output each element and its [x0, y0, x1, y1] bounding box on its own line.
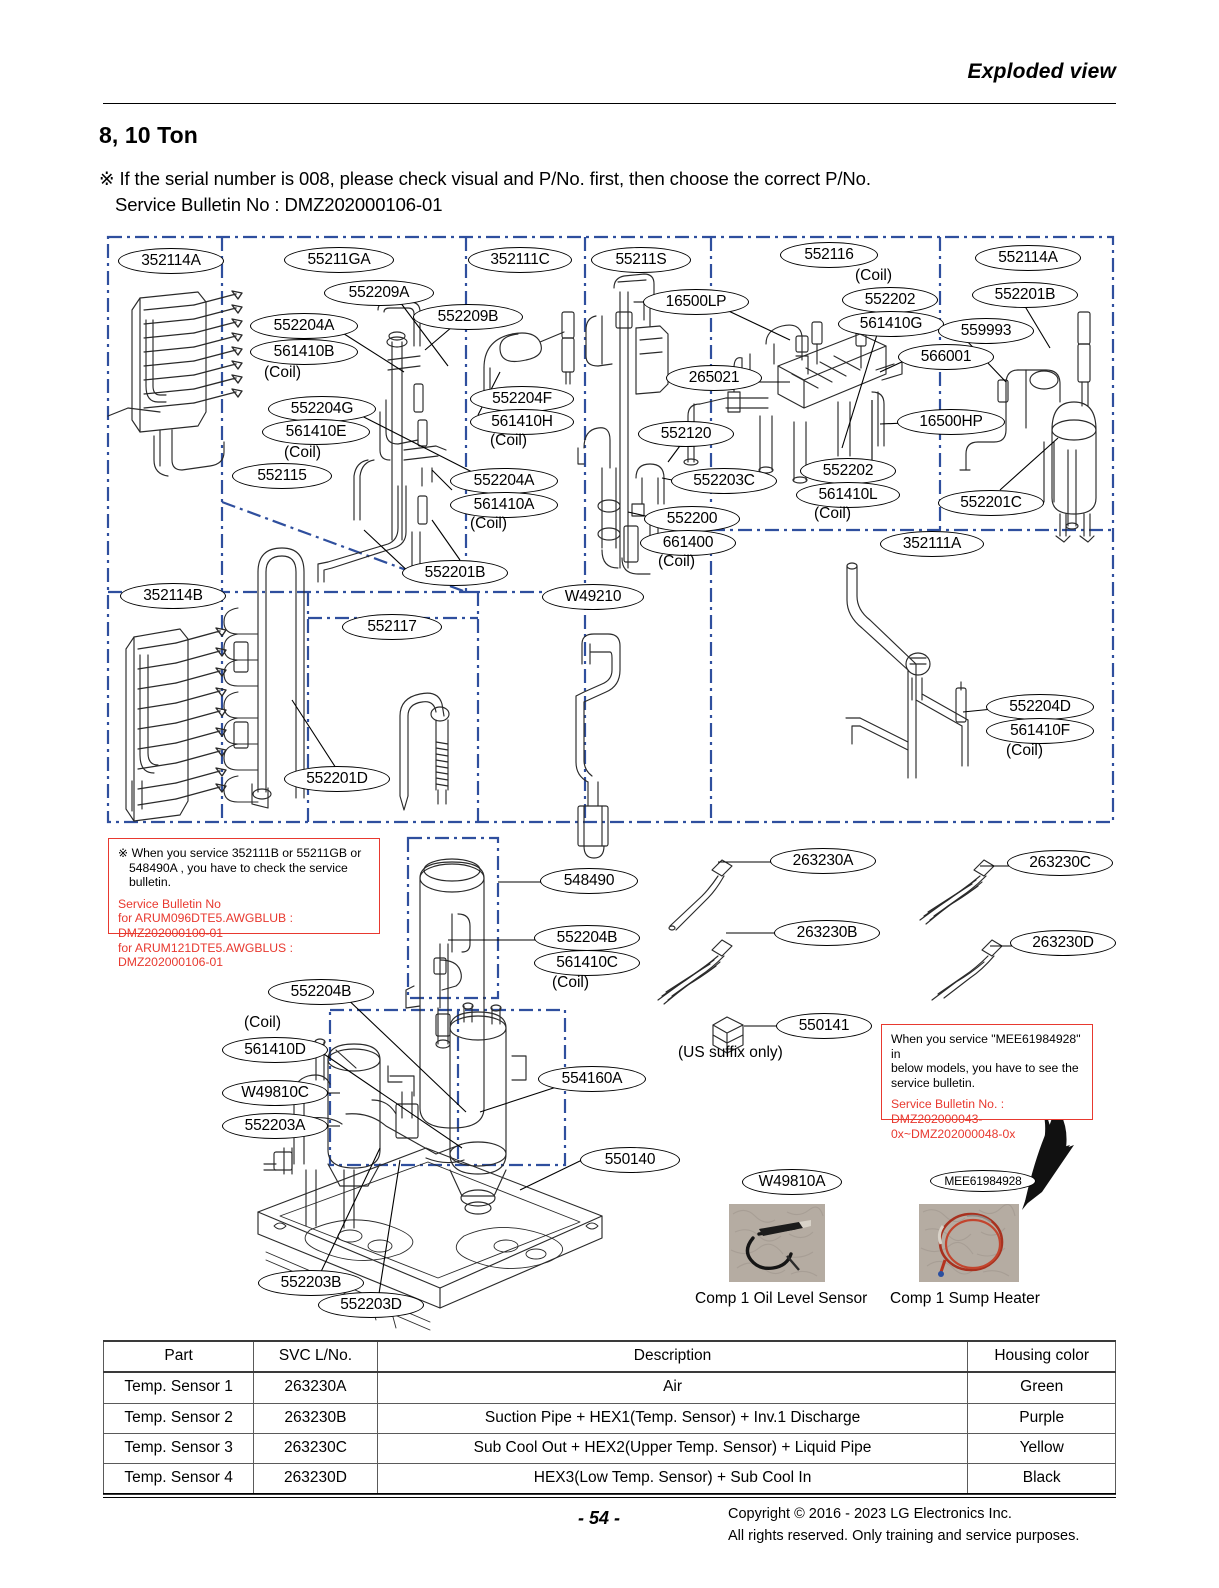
callout-552202-lower: 552202	[800, 458, 896, 484]
callout-566001: 566001	[898, 344, 994, 370]
table-row	[104, 1372, 1116, 1403]
callout-552114A: 552114A	[975, 245, 1081, 271]
callout-561410G: 561410G	[838, 311, 944, 337]
callout-552204G: 552204G	[268, 396, 376, 422]
callout-W49210: W49210	[542, 584, 644, 610]
table-header-part: Part	[104, 1341, 254, 1372]
cell-desc: Air	[377, 1372, 968, 1403]
callout-550140: 550140	[580, 1147, 680, 1173]
table-header-svc: SVC L/No.	[254, 1341, 377, 1372]
coil-label-661400: (Coil)	[658, 553, 696, 570]
parts-table	[103, 1340, 1116, 1495]
callout-352114A: 352114A	[118, 248, 224, 274]
callout-552203D: 552203D	[318, 1292, 424, 1318]
cell-part: Temp. Sensor 1	[104, 1372, 254, 1403]
note-left-red-3: for ARUM121DTE5.AWGBLUS : DMZ202000106-01	[118, 940, 293, 970]
coil-label-561410L: (Coil)	[814, 505, 852, 522]
coil-label-561410B: (Coil)	[264, 364, 302, 381]
callout-552201B-low: 552201B	[402, 560, 508, 586]
us-suffix-note: (US suffix only)	[678, 1044, 783, 1061]
cell-svc: 263230D	[254, 1464, 377, 1495]
photo-caption-right: Comp 1 Sump Heater	[890, 1290, 1040, 1307]
callout-561410C: 561410C	[534, 950, 640, 976]
cell-svc: 263230B	[254, 1403, 377, 1433]
callout-561410A: 561410A	[450, 492, 558, 518]
callout-552202-upper: 552202	[842, 287, 938, 313]
coil-label-561410H: (Coil)	[490, 432, 528, 449]
page-title: 8, 10 Ton	[99, 122, 198, 148]
note-left-black-1: ※ When you service 352111B or 55211GB or	[118, 846, 362, 860]
cell-svc: 263230A	[254, 1372, 377, 1403]
table-header-description: Description	[377, 1341, 968, 1372]
cell-part: Temp. Sensor 2	[104, 1403, 254, 1433]
cell-part: Temp. Sensor 4	[104, 1464, 254, 1495]
table-row	[104, 1403, 1116, 1433]
cell-desc: HEX3(Low Temp. Sensor) + Sub Cool In	[377, 1464, 968, 1495]
cell-part: Temp. Sensor 3	[104, 1433, 254, 1463]
callout-554160A: 554160A	[538, 1066, 646, 1092]
note-left-red-2: for ARUM096DTE5.AWGBLUB : DMZ202000100-01	[118, 911, 293, 940]
callout-263230A: 263230A	[770, 848, 876, 874]
copyright-line-1: Copyright © 2016 - 2023 LG Electronics Inc.	[728, 1506, 1012, 1522]
table-header-color: Housing color	[968, 1341, 1116, 1372]
table-row	[104, 1433, 1116, 1463]
callout-55211S: 55211S	[591, 247, 691, 273]
callout-552204F: 552204F	[470, 386, 574, 412]
table-header-row	[104, 1341, 1116, 1372]
callout-552201B-top: 552201B	[972, 282, 1078, 308]
serial-note-line-1: ※ If the serial number is 008, please check visual and P/No. first, then choose the correct P/No.	[99, 168, 871, 189]
coil-label-561410F: (Coil)	[1006, 742, 1044, 759]
note-right-black-3: service bulletin.	[891, 1075, 975, 1090]
table-row	[104, 1464, 1116, 1495]
serial-note-line-2: Service Bulletin No : DMZ202000106-01	[115, 194, 443, 215]
cell-color: Purple	[968, 1403, 1116, 1433]
callout-W49810C: W49810C	[222, 1080, 328, 1106]
callout-552201C: 552201C	[938, 490, 1044, 516]
coil-label-561410D: (Coil)	[244, 1014, 282, 1031]
callout-552209A: 552209A	[324, 280, 434, 306]
callout-552117: 552117	[342, 614, 442, 640]
callout-263230C: 263230C	[1007, 850, 1113, 876]
coil-label-561410C: (Coil)	[552, 974, 590, 991]
callout-548490: 548490	[540, 868, 638, 894]
callout-352111A: 352111A	[880, 531, 984, 557]
note-right-black-2: below models, you have to see the	[891, 1061, 1079, 1076]
callout-552120: 552120	[638, 421, 734, 447]
section-title: Exploded view	[967, 60, 1116, 83]
callout-16500LP: 16500LP	[643, 289, 749, 315]
coil-label-561410E: (Coil)	[284, 444, 322, 461]
callout-552204A-top: 552204A	[250, 313, 358, 339]
photo-caption-left: Comp 1 Oil Level Sensor	[695, 1290, 868, 1307]
callout-552203A: 552203A	[222, 1113, 328, 1139]
callout-661400: 661400	[640, 530, 736, 556]
callout-552204D: 552204D	[986, 694, 1094, 720]
callout-552203B: 552203B	[258, 1270, 364, 1296]
cell-desc: Sub Cool Out + HEX2(Upper Temp. Sensor) + Liquid Pipe	[377, 1433, 968, 1463]
cell-color: Black	[968, 1464, 1116, 1495]
callout-552115: 552115	[232, 463, 332, 489]
note-right-red-2: DMZ202000043-0x~DMZ202000048-0x	[891, 1111, 1016, 1141]
callout-MEE61984928: MEE61984928	[930, 1170, 1036, 1192]
callout-561410L: 561410L	[796, 482, 900, 508]
cell-color: Yellow	[968, 1433, 1116, 1463]
note-left-black-2: 548490A , you have to check the service bulletin.	[129, 860, 348, 890]
cell-color: Green	[968, 1372, 1116, 1403]
callout-552209B: 552209B	[413, 304, 523, 330]
callout-552204B-low: 552204B	[268, 979, 374, 1005]
callout-263230D: 263230D	[1010, 930, 1116, 956]
photo-sump-heater	[919, 1204, 1019, 1282]
note-right-black-1: When you service "MEE61984928" in	[891, 1032, 1081, 1061]
callout-561410D: 561410D	[222, 1037, 328, 1063]
callout-552203C: 552203C	[671, 468, 777, 494]
cell-svc: 263230C	[254, 1433, 377, 1463]
callout-550141: 550141	[776, 1013, 872, 1039]
callout-265021: 265021	[666, 365, 762, 391]
callout-352111C: 352111C	[468, 247, 572, 273]
page-number: - 54 -	[578, 1508, 621, 1528]
callout-263230B: 263230B	[774, 920, 880, 946]
callout-552201D: 552201D	[284, 766, 390, 792]
note-left-red-1: Service Bulletin No	[118, 896, 221, 911]
callout-55211GA: 55211GA	[284, 247, 394, 273]
note-right-red-1: Service Bulletin No. :	[891, 1097, 1005, 1112]
callout-W49810A: W49810A	[742, 1169, 842, 1195]
service-bulletin-note-left	[108, 838, 380, 970]
callout-561410E: 561410E	[262, 419, 370, 445]
callout-552200: 552200	[644, 506, 740, 532]
coil-label-561410A: (Coil)	[470, 515, 508, 532]
callout-552116: 552116	[780, 242, 878, 268]
footer-divider	[103, 1493, 1116, 1498]
callout-552204B-mid: 552204B	[534, 925, 640, 951]
cell-desc: Suction Pipe + HEX1(Temp. Sensor) + Inv.1 Discharge	[377, 1403, 968, 1433]
callout-559993: 559993	[938, 318, 1034, 344]
photo-oil-level-sensor	[729, 1204, 825, 1282]
service-bulletin-note-right	[881, 1024, 1093, 1141]
callout-561410F: 561410F	[986, 718, 1094, 744]
copyright-line-2: All rights reserved. Only training and service purposes.	[728, 1528, 1080, 1544]
callout-552204A-mid: 552204A	[450, 468, 558, 494]
callout-561410B: 561410B	[250, 339, 358, 365]
callout-16500HP: 16500HP	[897, 409, 1005, 435]
callout-352114B: 352114B	[120, 583, 226, 609]
coil-label-552202: (Coil)	[855, 267, 893, 284]
callout-561410H: 561410H	[470, 409, 574, 435]
